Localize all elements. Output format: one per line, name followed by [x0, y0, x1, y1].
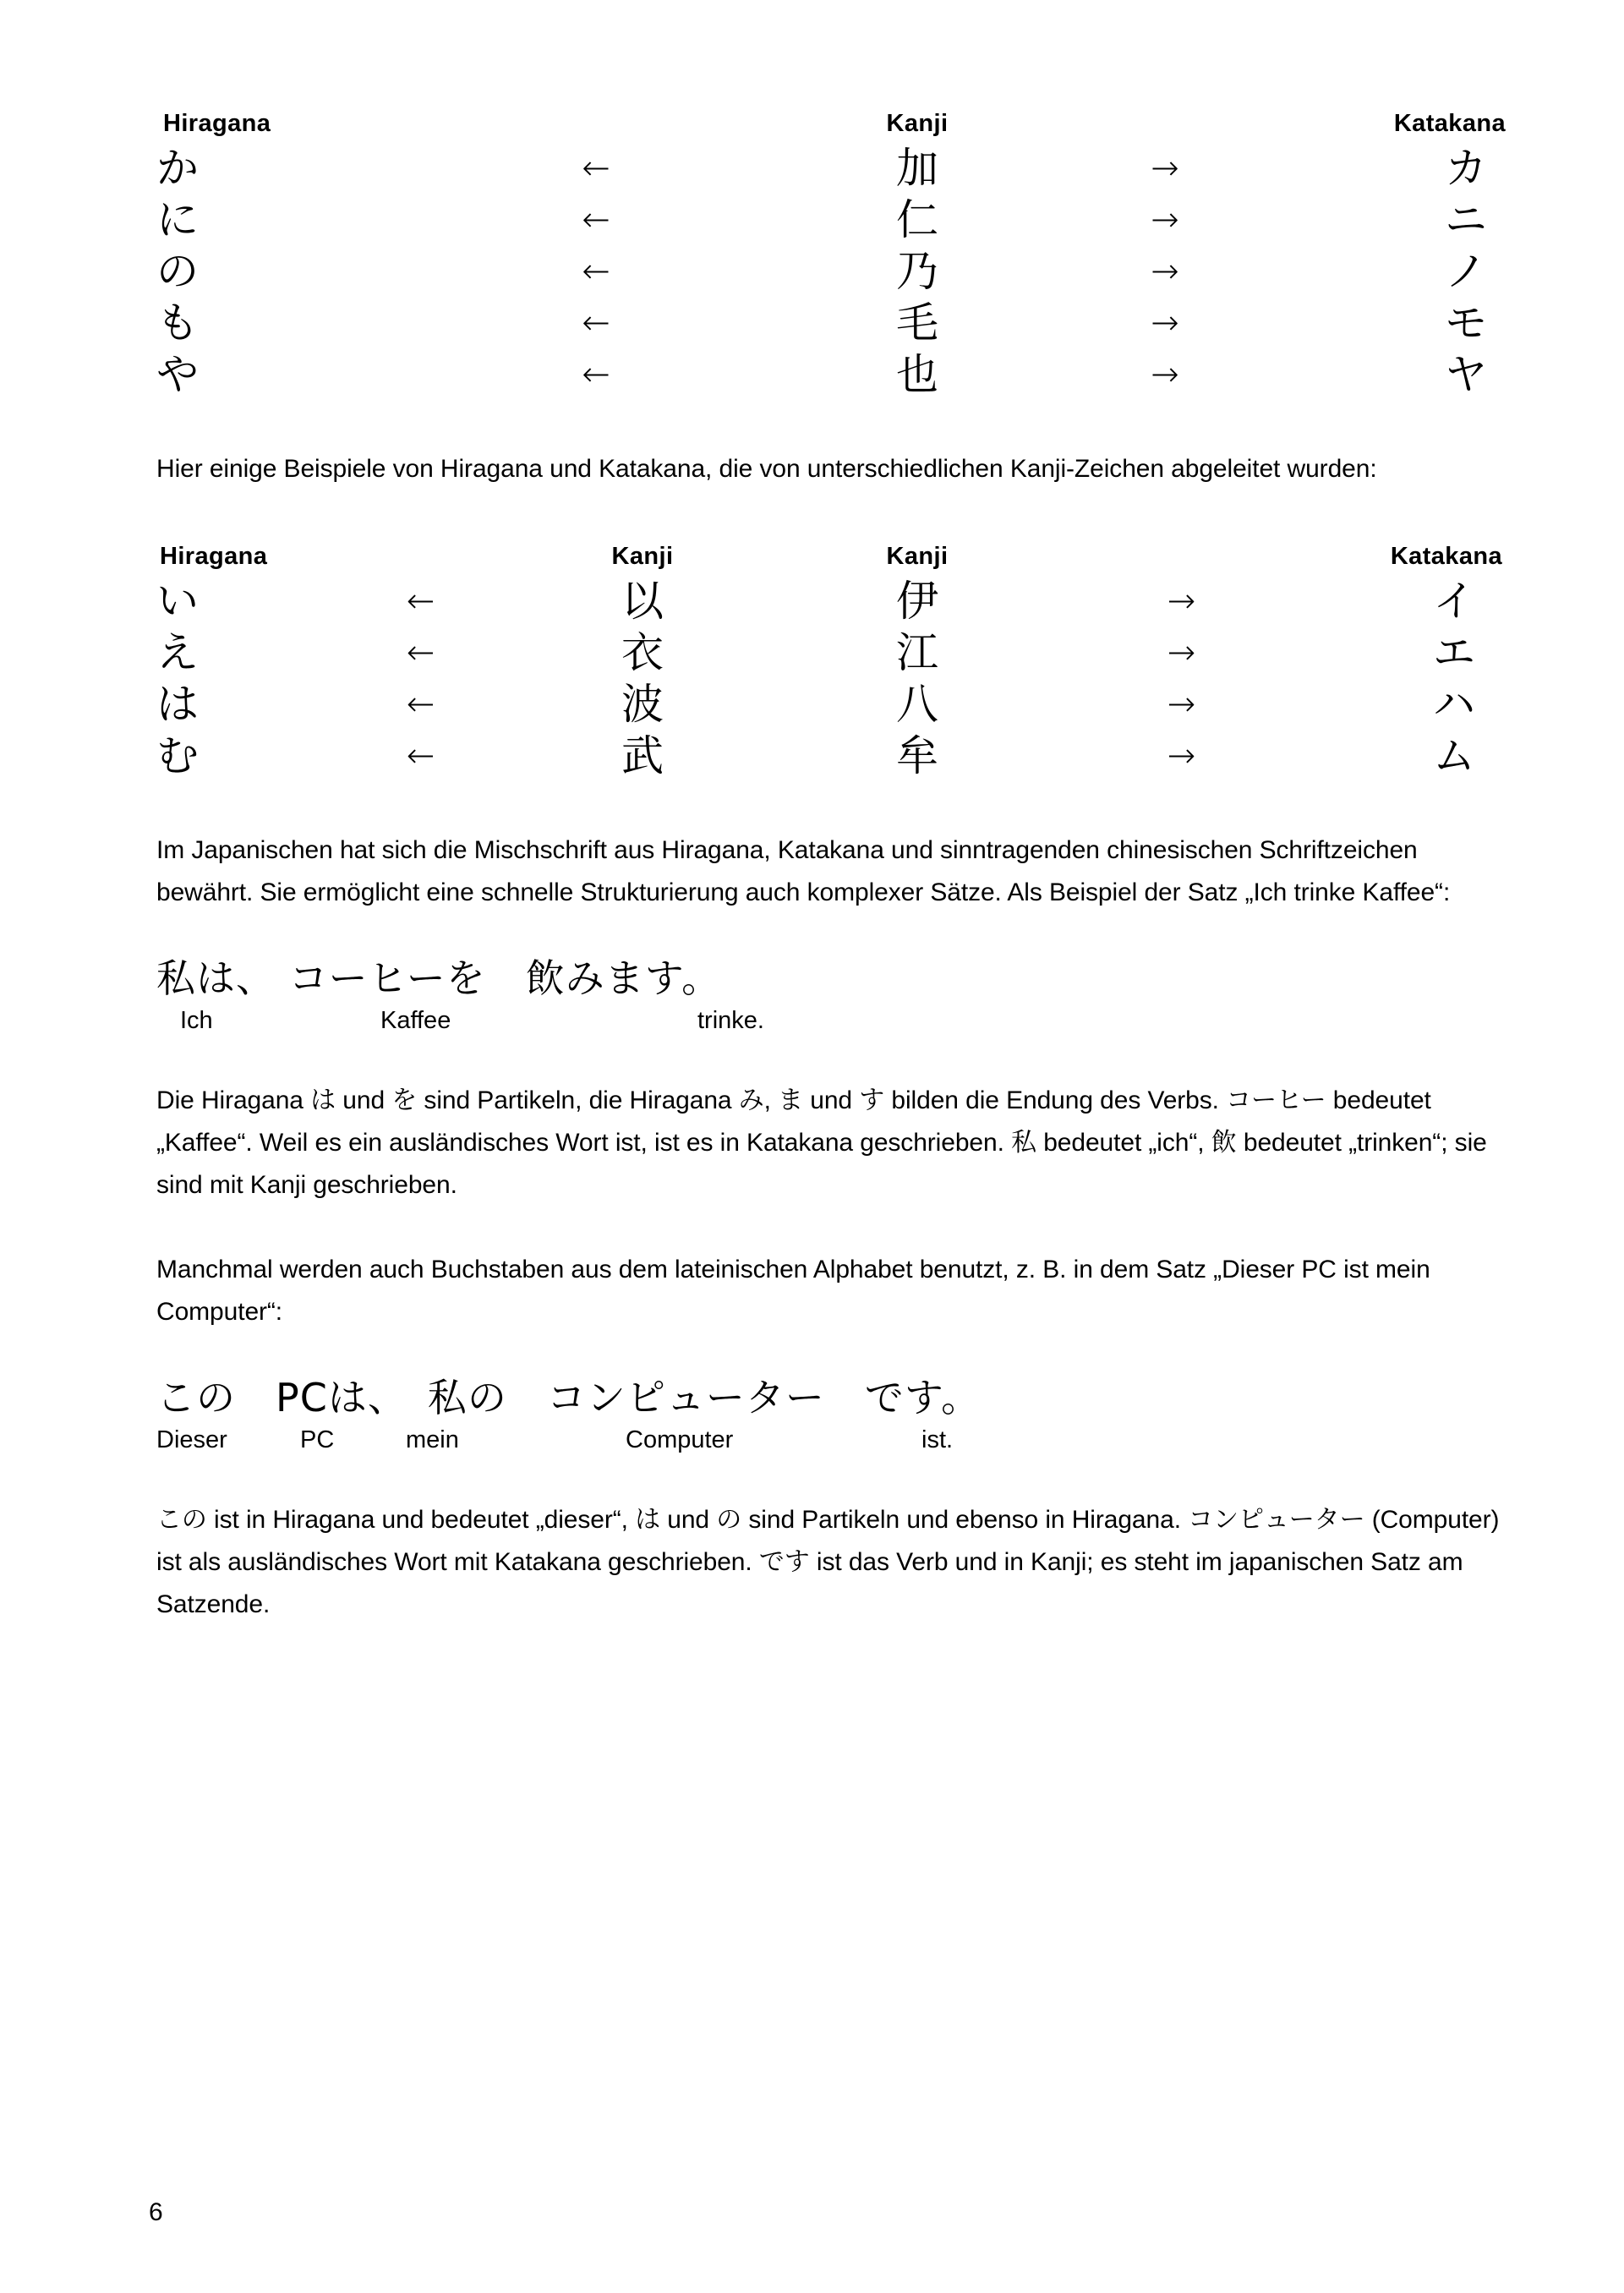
arrow-left-icon: ←: [582, 355, 610, 394]
paragraph-latin-alphabet: Manchmal werden auch Buchstaben aus dem lateinischen Alphabet benutzt, z. B. in dem Satz „Dieser PC ist mein Computer“:: [156, 1256, 1430, 1326]
japanese-sentence: この PCは、 私の コンピューター です。: [156, 1375, 982, 1420]
inline-text: und: [660, 1506, 717, 1534]
gloss-word: mein: [406, 1426, 459, 1453]
japanese-sentence: 私は、 コーヒーを 飲みます。: [156, 955, 722, 1001]
arrow-left-icon: ←: [406, 685, 435, 724]
arrow-right-icon: →: [1167, 685, 1196, 724]
japanese-inline-text: です: [758, 1547, 810, 1577]
katakana-cell: ム: [1433, 731, 1475, 780]
column-header-spacer-left: [325, 543, 516, 576]
kanji-left-cell: 衣: [621, 628, 664, 677]
arrow-left-icon: ←: [406, 633, 435, 672]
paragraph-particles-explanation: [156, 1080, 1517, 1207]
japanese-inline-text: み: [738, 1086, 764, 1115]
column-header-kanji-right: Kanji: [886, 543, 949, 570]
katakana-cell: ハ: [1433, 680, 1475, 729]
hiragana-cell: か: [156, 144, 199, 193]
japanese-inline-text: ま: [778, 1086, 804, 1115]
kanji-right-cell: 江: [896, 628, 938, 677]
arrow-right-icon: →: [1167, 633, 1196, 672]
kana-derivation-table-1: [156, 110, 1517, 401]
example-sentence-pc: [156, 1372, 1517, 1457]
table-header-row: [156, 543, 1517, 576]
kanji-left-cell: 波: [621, 680, 664, 729]
arrow-left-icon: ←: [406, 736, 435, 775]
gloss-row-pc: [156, 1423, 1517, 1457]
katakana-cell: ノ: [1445, 247, 1487, 296]
table-row: [156, 298, 1517, 349]
column-header-kanji: Kanji: [886, 110, 949, 137]
gloss-word: Ich: [180, 1007, 213, 1034]
gloss-word: PC: [300, 1426, 335, 1453]
katakana-cell: モ: [1445, 298, 1487, 348]
japanese-inline-text: 飲: [1211, 1128, 1237, 1157]
example-sentence-coffee: [156, 953, 1517, 1037]
hiragana-cell: む: [156, 731, 199, 780]
kanji-cell: 也: [896, 350, 938, 399]
table-row: [156, 731, 1517, 782]
table-row: [156, 246, 1517, 298]
inline-text: bedeutet „ich“,: [1036, 1129, 1211, 1157]
inline-text: ist in Hiragana und bedeutet „dieser“,: [206, 1506, 636, 1534]
kanji-cell: 加: [896, 144, 938, 193]
column-header-spacer-right: [1065, 543, 1298, 576]
kanji-cell: 仁: [896, 195, 938, 244]
kanji-cell: 毛: [896, 298, 938, 348]
column-header-hiragana: Hiragana: [163, 110, 271, 137]
page-number: 6: [149, 2198, 163, 2226]
inline-text: (Computer) ist als ausländisches Wort mit Katakana geschrieben.: [156, 1506, 1500, 1576]
column-header-spacer-left: [368, 110, 816, 143]
arrow-right-icon: →: [1151, 149, 1179, 188]
inline-text: Die Hiragana: [156, 1086, 311, 1114]
kana-derivation-table-2: [156, 543, 1517, 782]
gloss-word: ist.: [921, 1426, 954, 1453]
arrow-right-icon: →: [1151, 252, 1179, 291]
table-row: [156, 679, 1517, 731]
gloss-word: Kaffee: [380, 1007, 451, 1034]
column-header-katakana: Katakana: [1390, 543, 1502, 570]
arrow-left-icon: ←: [582, 149, 610, 188]
hiragana-cell: や: [156, 350, 199, 399]
kanji-cell: 乃: [896, 247, 938, 296]
column-header-katakana: Katakana: [1393, 110, 1506, 137]
inline-text: und: [803, 1086, 860, 1114]
arrow-left-icon: ←: [582, 252, 610, 291]
japanese-inline-text: は: [635, 1505, 661, 1535]
arrow-right-icon: →: [1167, 582, 1196, 621]
kanji-right-cell: 伊: [896, 577, 938, 626]
arrow-right-icon: →: [1151, 355, 1179, 394]
arrow-right-icon: →: [1151, 200, 1179, 239]
japanese-inline-text: は: [310, 1086, 336, 1115]
inline-text: bilden die Endung des Verbs.: [884, 1086, 1227, 1114]
inline-text: sind Partikeln und ebenso in Hiragana.: [741, 1506, 1189, 1534]
paragraph-intro-examples: Hier einige Beispiele von Hiragana und Katakana, die von unterschiedlichen Kanji-Zeichen abgeleitet wurden:: [156, 455, 1377, 483]
kanji-left-cell: 武: [621, 731, 664, 780]
arrow-left-icon: ←: [582, 200, 610, 239]
gloss-word: Dieser: [156, 1426, 227, 1453]
column-header-spacer-right: [1019, 110, 1323, 143]
gloss-word: trinke.: [697, 1007, 764, 1034]
katakana-cell: イ: [1433, 577, 1475, 626]
inline-text: sind Partikeln, die Hiragana: [417, 1086, 739, 1114]
table-row: [156, 143, 1517, 194]
gloss-row-coffee: [156, 1004, 1517, 1037]
paragraph-mischschrift: Im Japanischen hat sich die Mischschrift aus Hiragana, Katakana und sinntragenden chinesischen Schriftzeichen bewährt. Sie ermöglicht eine schnelle Strukturierung auch komplexer Sätze. Als Beispiel der Satz „Ich trinke Kaffee“:: [156, 836, 1451, 906]
katakana-cell: ヤ: [1445, 350, 1487, 399]
hiragana-cell: い: [156, 577, 199, 626]
katakana-cell: ニ: [1445, 195, 1487, 244]
table-header-row: [156, 110, 1517, 143]
kanji-right-cell: 八: [896, 680, 938, 729]
paragraph-kono-explanation: [156, 1499, 1517, 1626]
page-content: [156, 0, 1517, 1626]
table-row: [156, 576, 1517, 627]
japanese-inline-text: す: [859, 1086, 885, 1115]
table-row: [156, 194, 1517, 246]
katakana-cell: エ: [1433, 628, 1475, 677]
arrow-left-icon: ←: [582, 304, 610, 342]
arrow-right-icon: →: [1151, 304, 1179, 342]
table-row: [156, 349, 1517, 401]
kanji-left-cell: 以: [621, 577, 664, 626]
hiragana-cell: え: [156, 628, 199, 677]
japanese-inline-text: コンピューター: [1188, 1505, 1365, 1535]
inline-text: bedeutet „trinken“; sie sind mit Kanji geschrieben.: [156, 1129, 1487, 1199]
hiragana-cell: の: [156, 247, 199, 296]
hiragana-cell: も: [156, 298, 199, 348]
hiragana-cell: は: [156, 680, 199, 729]
column-header-hiragana: Hiragana: [160, 543, 268, 570]
arrow-right-icon: →: [1167, 736, 1196, 775]
katakana-cell: カ: [1445, 144, 1487, 193]
inline-text: ist das Verb und in Kanji; es steht im japanischen Satz am Satzende.: [156, 1548, 1463, 1618]
japanese-inline-text: の: [716, 1505, 742, 1535]
table-row: [156, 627, 1517, 679]
inline-text: bedeutet „Kaffee“. Weil es ein ausländisches Wort ist, ist es in Katakana geschrieben.: [156, 1086, 1431, 1157]
japanese-inline-text: コーヒー: [1226, 1086, 1326, 1115]
hiragana-cell: に: [156, 195, 199, 244]
japanese-inline-text: この: [156, 1505, 207, 1535]
gloss-word: Computer: [626, 1426, 734, 1453]
arrow-left-icon: ←: [406, 582, 435, 621]
inline-text: und: [336, 1086, 392, 1114]
japanese-inline-text: 私: [1011, 1128, 1036, 1157]
column-header-kanji-left: Kanji: [611, 543, 674, 570]
japanese-inline-text: を: [391, 1086, 418, 1115]
inline-text: ,: [763, 1086, 779, 1114]
kanji-right-cell: 牟: [896, 731, 938, 780]
